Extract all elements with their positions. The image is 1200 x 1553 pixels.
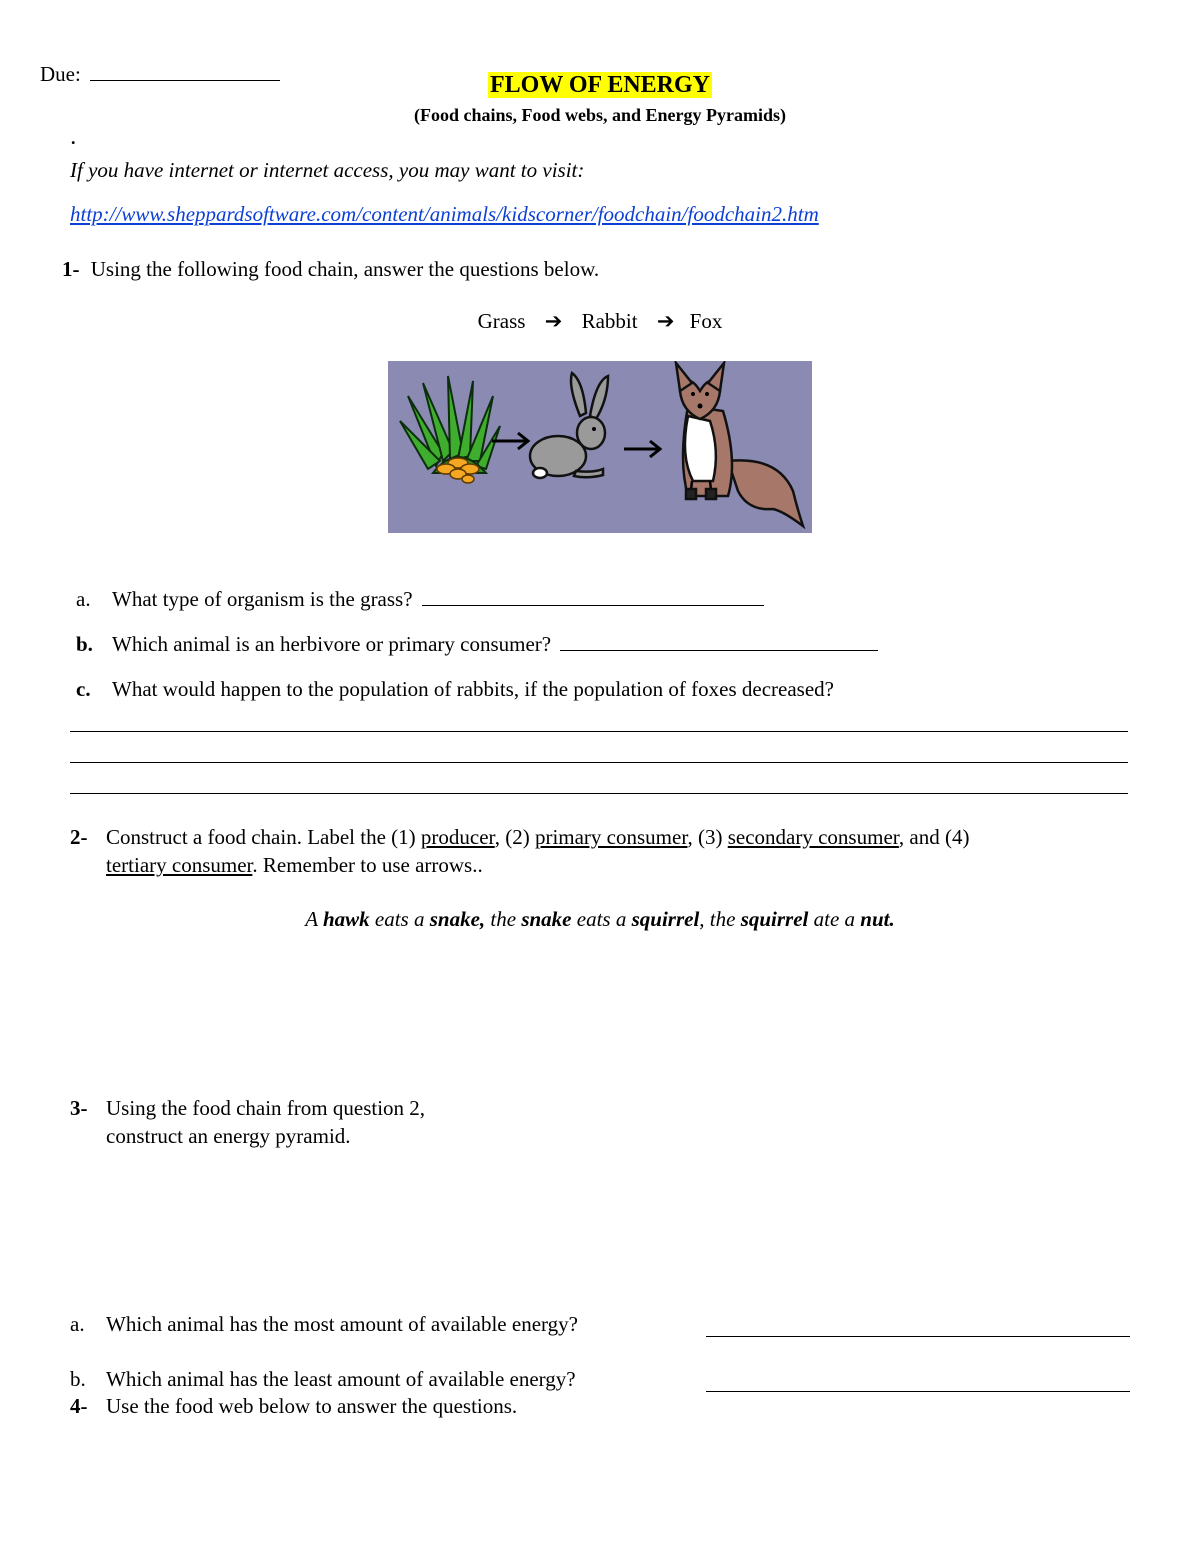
sentence-part: A: [305, 907, 323, 931]
q2-row: [70, 825, 969, 850]
sentence-part: eats a: [369, 907, 430, 931]
q3-row: [70, 1096, 425, 1121]
q1c-answer-line[interactable]: [70, 731, 1128, 732]
q3-pyramid-area[interactable]: [100, 1160, 1100, 1300]
q3b-text: Which animal has the least amount of available energy?: [106, 1367, 576, 1391]
q2-answer-area[interactable]: [100, 950, 1100, 1070]
q3b-answer-line[interactable]: [706, 1391, 1130, 1392]
q1a-letter: a.: [76, 587, 91, 611]
q3a-letter: a.: [70, 1312, 85, 1336]
page-subtitle: (Food chains, Food webs, and Energy Pyramids): [413, 105, 787, 125]
q3b-letter: b.: [70, 1367, 86, 1391]
sentence-part: the: [485, 907, 522, 931]
q1-row: [62, 257, 599, 282]
q1-number: 1-: [62, 257, 80, 281]
q1c-row: [76, 677, 834, 702]
sentence-squirrel: squirrel: [740, 907, 809, 931]
sentence-snake: snake,: [429, 907, 486, 931]
q4-number: 4-: [70, 1394, 88, 1418]
q1-text: Using the following food chain, answer the questions below.: [90, 257, 600, 281]
title-row: [0, 72, 1200, 99]
sheppard-link[interactable]: http://www.sheppardsoftware.com/content/animals/kidscorner/foodchain/foodchain2.htm: [70, 202, 819, 226]
q2-row-2: [106, 853, 483, 878]
q3a-answer-line[interactable]: [706, 1336, 1130, 1337]
q1a-text: What type of organism is the grass?: [112, 587, 413, 611]
sentence-hawk: hawk: [322, 907, 370, 931]
q2-number: 2-: [70, 825, 88, 849]
q2-term-primary: primary consumer: [534, 825, 688, 849]
q1b-text: Which animal is an herbivore or primary consumer?: [112, 632, 552, 656]
q3a-row: [70, 1312, 578, 1337]
chain-grass: Grass: [477, 309, 526, 333]
sentence-part: , the: [699, 907, 741, 931]
q2-line1-pre: Construct a food chain. Label the (1): [106, 825, 421, 849]
q1c-text: What would happen to the population of rabbits, if the population of foxes decreased?: [112, 677, 834, 701]
q4-text: Use the food web below to answer the questions.: [106, 1394, 518, 1418]
q3a-text: Which animal has the most amount of available energy?: [106, 1312, 578, 1336]
sentence-nut: nut.: [860, 907, 895, 931]
q2-line2-post: . Remember to use arrows..: [252, 853, 483, 877]
q4-row: [70, 1394, 517, 1419]
q1b-answer-blank[interactable]: [560, 650, 878, 651]
q3-line2: construct an energy pyramid.: [106, 1124, 351, 1148]
due-label: Due:: [40, 62, 81, 86]
sentence-snake: snake: [521, 907, 572, 931]
q1b-row: [76, 632, 878, 657]
q2-sep1: , (2): [494, 825, 535, 849]
q3-line1: Using the food chain from question 2,: [106, 1096, 426, 1120]
q1c-answer-line[interactable]: [70, 762, 1128, 763]
q2-sep2: , (3): [687, 825, 728, 849]
q1a-row: [76, 587, 764, 612]
q3b-row: [70, 1367, 576, 1392]
arrow-icon: ➔: [544, 309, 563, 333]
intro-link-row: [70, 202, 819, 227]
sentence-squirrel: squirrel: [631, 907, 700, 931]
food-chain-text: [0, 309, 1200, 334]
q2-term-tertiary: tertiary consumer: [106, 853, 253, 877]
chain-rabbit: Rabbit: [581, 309, 638, 333]
sentence-part: eats a: [571, 907, 632, 931]
sentence-part: ate a: [808, 907, 861, 931]
q1c-answer-line[interactable]: [70, 793, 1128, 794]
stray-dot: .: [71, 128, 76, 148]
q2-sep3: , and (4): [898, 825, 970, 849]
page-title: FLOW OF ENERGY: [489, 72, 711, 98]
q1c-letter: c.: [76, 677, 91, 701]
q1b-letter: b.: [76, 632, 93, 656]
chain-fox: Fox: [689, 309, 723, 333]
q2-term-producer: producer: [420, 825, 495, 849]
food-chain-image: [388, 361, 812, 533]
q1a-answer-blank[interactable]: [422, 605, 764, 606]
arrow-icon: ➔: [656, 309, 675, 333]
q2-term-secondary: secondary consumer: [727, 825, 899, 849]
q2-sentence: [0, 907, 1200, 932]
q3-number: 3-: [70, 1096, 88, 1120]
intro-text: If you have internet or internet access, you may want to visit:: [70, 158, 585, 182]
